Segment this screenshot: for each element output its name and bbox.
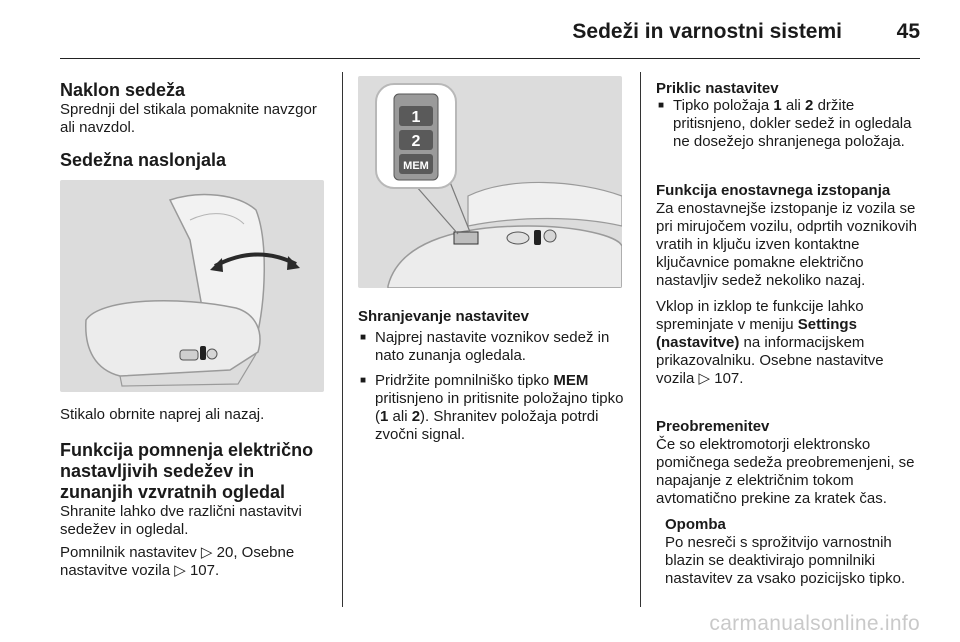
header-divider	[60, 58, 920, 59]
tilt-text: Sprednji del stikala pomaknite navzgor ali navzdol.	[60, 101, 317, 136]
save-bullet-2: ■ Pridržite pomnilniško tipko MEM pritisnjeno in pritisnite položajno tipko (1 ali 2). Shranitev položaja potrdi zvočni signal.	[358, 372, 626, 444]
backrest-illustration	[60, 180, 324, 392]
easy-exit-toggle-text: Vklop in izklop te funkcije lahko spreminjate v meniju Settings (nastavitve) na informacijskem prikazovalniku. Osebne nastavitve vozila ▷ 107.	[656, 298, 884, 387]
column-divider	[640, 72, 641, 607]
easy-exit-section	[656, 182, 924, 388]
section-title: Sedeži in varnostni sistemi	[572, 20, 842, 43]
heading-backrest: Sedežna naslonjala	[60, 150, 227, 170]
heading-note: Opomba	[665, 516, 726, 533]
save-bullet-1: ■ Najprej nastavite voznikov sedež in nato zunanja ogledala.	[358, 329, 626, 365]
heading-easy-exit: Funkcija enostavnega izstopanja	[656, 182, 891, 199]
heading-recall-settings: Priklic nastavitev	[656, 80, 779, 97]
heading-save-settings: Shranjevanje nastavitev	[358, 308, 529, 325]
tilt-section	[60, 80, 328, 137]
recall-bullet: ■ Tipko položaja 1 ali 2 držite pritisnjeno, dokler sedež in ogledala ne dosežejo shranjenega položaja.	[656, 97, 924, 151]
page-ref-arrow-icon: ▷	[698, 370, 711, 387]
memory-panel-image	[358, 76, 622, 288]
seat-backrest-image	[60, 180, 324, 392]
easy-exit-text: Za enostavnejše izstopanje iz vozila se pri mirujočem vozilu, odprtih voznikovih vratih in ključu izven kontaktne ključavnice pomakne električno nastavljiv sedež nekoliko nazaj.	[656, 200, 917, 289]
overload-text: Če so elektromotorji elektronsko pomičnega sedeža preobremenjeni, se napajanje z električnim tokom avtomatično prekine za kratek čas.	[656, 436, 915, 507]
memory-button-mem-label: MEM	[403, 160, 429, 172]
memory-text: Shranite lahko dve različni nastavitvi sedežev in ogledal.	[60, 503, 302, 538]
page-header	[0, 0, 960, 60]
heading-overload: Preobremenitev	[656, 418, 770, 435]
page-ref-arrow-icon: ▷	[200, 544, 213, 561]
watermark: carmanualsonline.info	[709, 612, 920, 635]
memory-reference: Pomnilnik nastavitev ▷ 20, Osebne nastavitve vozila ▷ 107.	[60, 544, 295, 579]
memory-button-1-label: 1	[411, 109, 421, 126]
column-divider	[342, 72, 343, 607]
page-number: 45	[896, 20, 920, 43]
note-text: Po nesreči s sprožitvijo varnostnih blazin se deaktivirajo pomnilniki nastavitev za vsako pozicijsko tipko.	[665, 534, 906, 587]
memory-section	[60, 440, 328, 580]
note-section	[656, 516, 924, 588]
backrest-caption: Stikalo obrnite naprej ali nazaj.	[60, 406, 265, 423]
overload-section	[656, 418, 924, 508]
memory-buttons-illustration	[358, 76, 622, 288]
page-ref-arrow-icon: ▷	[174, 562, 186, 579]
memory-button-2-label: 2	[411, 133, 421, 150]
heading-memory: Funkcija pomnenja električno nastavljivih sedežev in zunanjih vzvratnih ogledal	[60, 440, 314, 502]
heading-seat-tilt: Naklon sedeža	[60, 80, 186, 100]
